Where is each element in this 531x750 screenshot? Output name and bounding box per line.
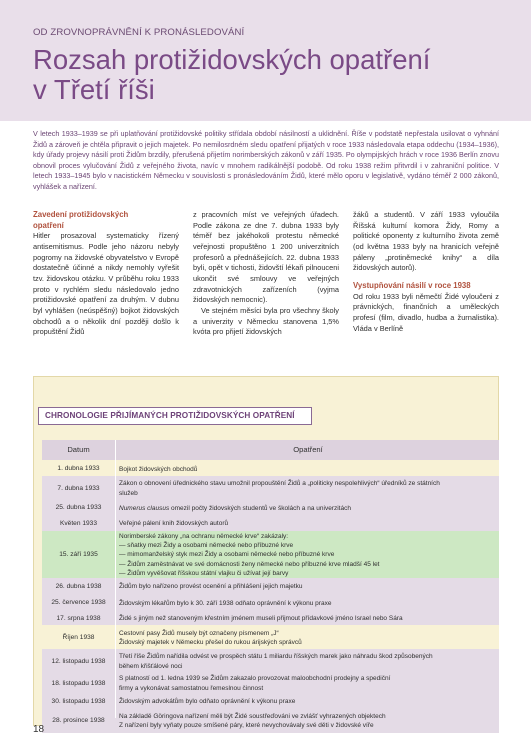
table-header — [42, 440, 499, 460]
table-row — [42, 531, 499, 580]
row-event-line: Cestovní pasy Židů musely být označeny písmenem „J“ — [119, 629, 279, 637]
row-date: 28. prosince 1938 — [52, 717, 105, 725]
chronology-title-frame — [38, 407, 312, 425]
row-event-line: — Židům zaměstnávat ve své domácnosti ženy německé nebo příbuzné krve mladší 45 let — [119, 560, 380, 568]
row-event-line: služeb — [119, 489, 138, 497]
row-event — [119, 697, 495, 706]
chronology-table — [42, 440, 499, 730]
row-event-line: Na základě Göringova nařízení měli být Židé soustřeďováni ve zvlášť vyhrazených objektech — [119, 712, 386, 720]
intro-paragraph: V letech 1933–1939 se při uplatňování protižidovské politiky střídala období násilností a uklidnění. Říše v podstatě nepřestala usilovat o vyhnání Židů a zároveň je chtěla připravit o jejich majetek. Po nemilosrdném sledu opatření přijatých v roce 1933 následovala etapa oddechu (1934–1936), kdy úřady projevy násilí proti Židům brzdily, přerušená přijetím norimberských zákonů v září 1935. Po olympijských hrách v roce 1936 Berlín znovu obnovil proces vylučování Židů z veřejného života, navíc v mnohem radikálnější podobě. Od roku 1938 režim přitvrdil i v zahraniční politice. V letech 1933–1945 bylo v nacistickém Německu v souvislosti s pronásledováním Židů, které mělo oporu v legislativě, vydáno téměř 2 000 zákonů, vyhlášek a nařízení. — [33, 129, 499, 191]
column-3-heading: Vystupňování násilí v roce 1938 — [353, 280, 471, 290]
row-event — [119, 629, 495, 648]
row-date: 17. srpna 1938 — [56, 614, 101, 622]
row-event-line: Zákon o obnovení úřednického stavu umožnil propouštění Židů a „politicky nespolehlivých“ úředníků ze státních — [119, 480, 440, 488]
row-event — [119, 614, 495, 623]
row-event-line: Bojkot židovských obchodů — [119, 465, 198, 473]
row-event-line: Numerus clausus omezil počty židovských studentů ve školách a na univerzitách — [119, 504, 351, 512]
page-title — [33, 45, 503, 105]
header-date: Datum — [67, 445, 90, 454]
body-columns — [33, 210, 499, 365]
row-event — [119, 652, 495, 671]
column-3-paragraph-1: žáků a studentů. V září 1933 vyloučila Říšská kulturní komora Židy, Romy a politické oponenty z kulturního života země (od května 1933 byly na hranicích veřejně páleny „protiněmecké knihy“ a díla židovských autorů). — [353, 210, 499, 273]
column-1-heading — [33, 210, 179, 231]
row-date: 18. listopadu 1938 — [51, 679, 106, 687]
column-2 — [193, 210, 339, 338]
row-date: 15. září 1935 — [59, 551, 98, 559]
page-number: 18 — [33, 724, 45, 735]
row-event-line: firmy a vykonávat samostatnou řemeslnou činnost — [119, 684, 264, 692]
row-event — [119, 479, 495, 498]
row-event-line: Norimberské zákony „na ochranu německé krve“ zakázaly: — [119, 532, 289, 540]
row-event-line: Třetí říše Židům nařídila odvést ve prospěch státu 1 miliardu říšských marek jako náhradu škod způsobených — [119, 653, 433, 661]
title-line-1: Rozsah protižidovských opatření — [33, 44, 431, 75]
row-date: 25. července 1938 — [51, 599, 106, 607]
row-event-line: — sňatky mezi Židy a osobami německé nebo příbuzné krve — [119, 542, 294, 550]
row-event-line: Židovským advokátům bylo odňato oprávnění k výkonu praxe — [119, 698, 296, 706]
row-event-line: během křišťálové noci — [119, 662, 183, 670]
table-row — [42, 709, 499, 734]
row-event — [119, 599, 495, 608]
row-event — [119, 504, 495, 513]
section-label: OD ZROVNOPRÁVNĚNÍ K PRONÁSLEDOVÁNÍ — [33, 27, 245, 38]
row-event-line: Veřejné pálení knih židovských autorů — [119, 520, 229, 528]
table-row — [42, 649, 499, 674]
table-row — [42, 625, 499, 650]
row-event-line: Židovským lékařům bylo k 30. září 1938 odňato oprávnění k výkonu praxe — [119, 599, 332, 607]
row-event — [119, 519, 495, 528]
row-date: 12. listopadu 1938 — [51, 657, 106, 665]
row-event — [119, 465, 495, 474]
row-event-line: Židům bylo nařízeno provést ocenění a přihlášení jejich majetku — [119, 583, 303, 591]
column-3 — [353, 210, 499, 334]
row-event-line: — mimomanželský styk mezi Židy a osobami německé nebo příbuzné krve — [119, 551, 335, 559]
row-event-line: Židé s jiným než stanoveným křestním jménem museli přijmout přídavkové jméno Israel nebo Sára — [119, 615, 403, 623]
row-event — [119, 532, 495, 578]
column-1 — [33, 210, 179, 338]
column-divider — [115, 440, 116, 718]
row-date: 30. listopadu 1938 — [51, 697, 106, 705]
row-date: 25. dubna 1933 — [55, 504, 102, 512]
table-row — [42, 476, 499, 501]
column-1-text: Hitler prosazoval systematicky řízený antisemitismus. Podle jeho názoru nebyly pogromy na židovské obyvatelstvo v Evropě dostatečně účinné a nikdy nemohly vyřešit tzv. židovskou otázku. V průběhu roku 1933 proto v rychlém sledu následovalo jedno protižidovské opatření za druhým. V dubnu byl vyhlášen (neúspěšný) bojkot židovských obchodů a o několik dní později došlo k propuštění Židů — [33, 231, 179, 337]
table-row — [42, 672, 499, 694]
title-line-2: v Třetí říši — [33, 74, 155, 105]
row-event — [119, 674, 495, 693]
row-event-line: Židovský majetek v Německu přešel do rukou árijských správců — [119, 639, 302, 647]
row-event-line: S platností od 1. ledna 1939 se Židům zakazalo provozovat maloobchodní prodejny a spediční — [119, 675, 391, 683]
column-2-paragraph-1: z pracovních míst ve veřejných úřadech. Podle zákona ze dne 7. dubna 1933 byly téměř bez jakéhokoli protestu německé veřejnosti propuštěno 1 200 univerzitních profesorů a přednášejících. 22. dubna 1933 byli, opět v tichosti, židovští lékaři pilnouceni ukončit své smlouvy ve veřejných zdravotnických zařízeních (vyjma židovských nemocnic). — [193, 210, 339, 305]
column-3-paragraph-2: Od roku 1933 byli němečtí Židé vyloučeni z právnických, finančních a uměleckých profesí (film, divadlo, hudba a žurnalistika). Vláda v Berlíně — [353, 291, 499, 333]
column-2-paragraph-2: Ve stejném měsíci byla pro všechny školy a univerzity v Německu stanovena 1,5% kvóta pro přijetí židovských — [193, 305, 339, 337]
row-date: Květen 1933 — [59, 519, 98, 527]
chronology-title: CHRONOLOGIE PŘIJÍMANÝCH PROTIŽIDOVSKÝCH OPATŘENÍ — [45, 411, 295, 420]
column-1-heading-line-1: Zavedení protižidovských — [33, 210, 129, 219]
header-event: Opatření — [293, 445, 323, 454]
row-date: 7. dubna 1933 — [57, 484, 100, 492]
row-event-line: Z nařízení byly vyňaty pouze smíšené páry, které nevychovávaly své děti v židovské víře — [119, 722, 374, 730]
row-event — [119, 582, 495, 591]
row-date: 26. dubna 1938 — [55, 583, 102, 591]
row-date: Říjen 1938 — [62, 634, 95, 642]
row-date: 1. dubna 1933 — [57, 465, 100, 473]
row-event-line: — Židům vyvěšovat říšskou státní vlajku či užívat její barvy — [119, 570, 289, 578]
row-event — [119, 712, 495, 731]
column-1-heading-line-2: opatření — [33, 220, 64, 230]
